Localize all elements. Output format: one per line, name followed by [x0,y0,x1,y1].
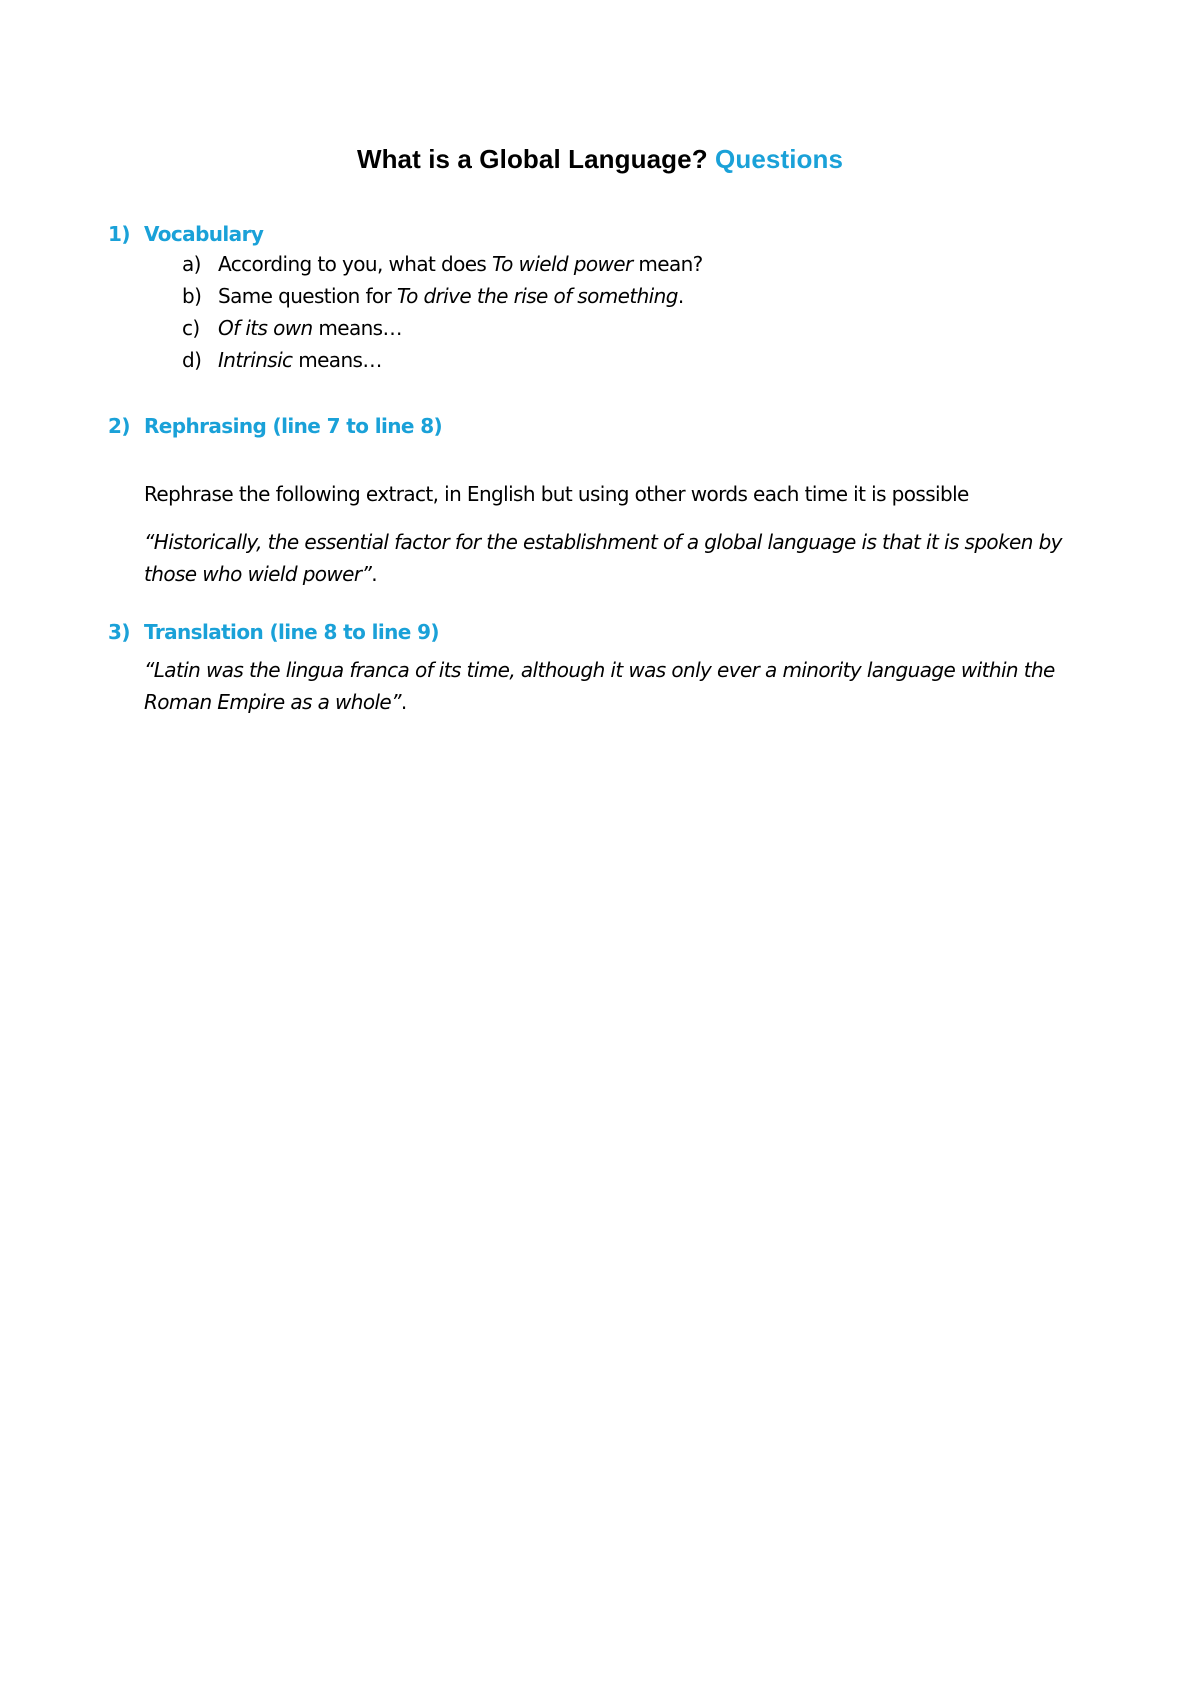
section-heading-rephrasing [108,412,442,440]
translation-quote-paragraph [144,654,1084,718]
item-italic-term: To wield power [492,252,633,276]
translation-quote: “Latin was the lingua franca of its time, although it was only ever a minority language within the Roman Empire as a whole” [144,658,1055,714]
list-item [182,250,703,278]
list-item [182,346,382,374]
rephrase-quote: “Historically, the essential factor for the establishment of a global language is that it is spoken by those who wield power” [144,530,1062,586]
item-text-end: means… [292,348,382,372]
item-text: Same question for [218,284,397,308]
page-title [0,142,1200,176]
quote-period: . [400,690,407,714]
rephrase-quote-paragraph [144,526,1084,590]
item-text-end: means… [312,316,402,340]
item-text-end: mean? [632,252,703,276]
section-number: 3) [108,620,130,644]
section-number: 2) [108,414,130,438]
list-item [182,282,684,310]
item-text: According to you, what does [218,252,493,276]
item-letter: a) [182,252,201,276]
title-main: What is a Global Language? [356,144,708,174]
section-title: Rephrasing (line 7 to line 8) [144,414,443,438]
item-letter: b) [182,284,202,308]
list-item [182,314,402,342]
rephrase-instruction: Rephrase the following extract, in English but using other words each time it is possible [144,482,969,506]
item-letter: d) [182,348,202,372]
section-title: Vocabulary [144,222,264,246]
item-letter: c) [182,316,200,340]
section-number: 1) [108,222,130,246]
quote-period: . [371,562,378,586]
item-italic-term: Of its own [218,316,313,340]
item-italic-term: Intrinsic [218,348,293,372]
section-title: Translation (line 8 to line 9) [144,620,439,644]
section-heading-translation [108,618,439,646]
title-accent: Questions [715,144,844,174]
section-heading-vocabulary [108,220,263,248]
item-italic-term: To drive the rise of something [396,284,678,308]
item-text-end: . [677,284,684,308]
